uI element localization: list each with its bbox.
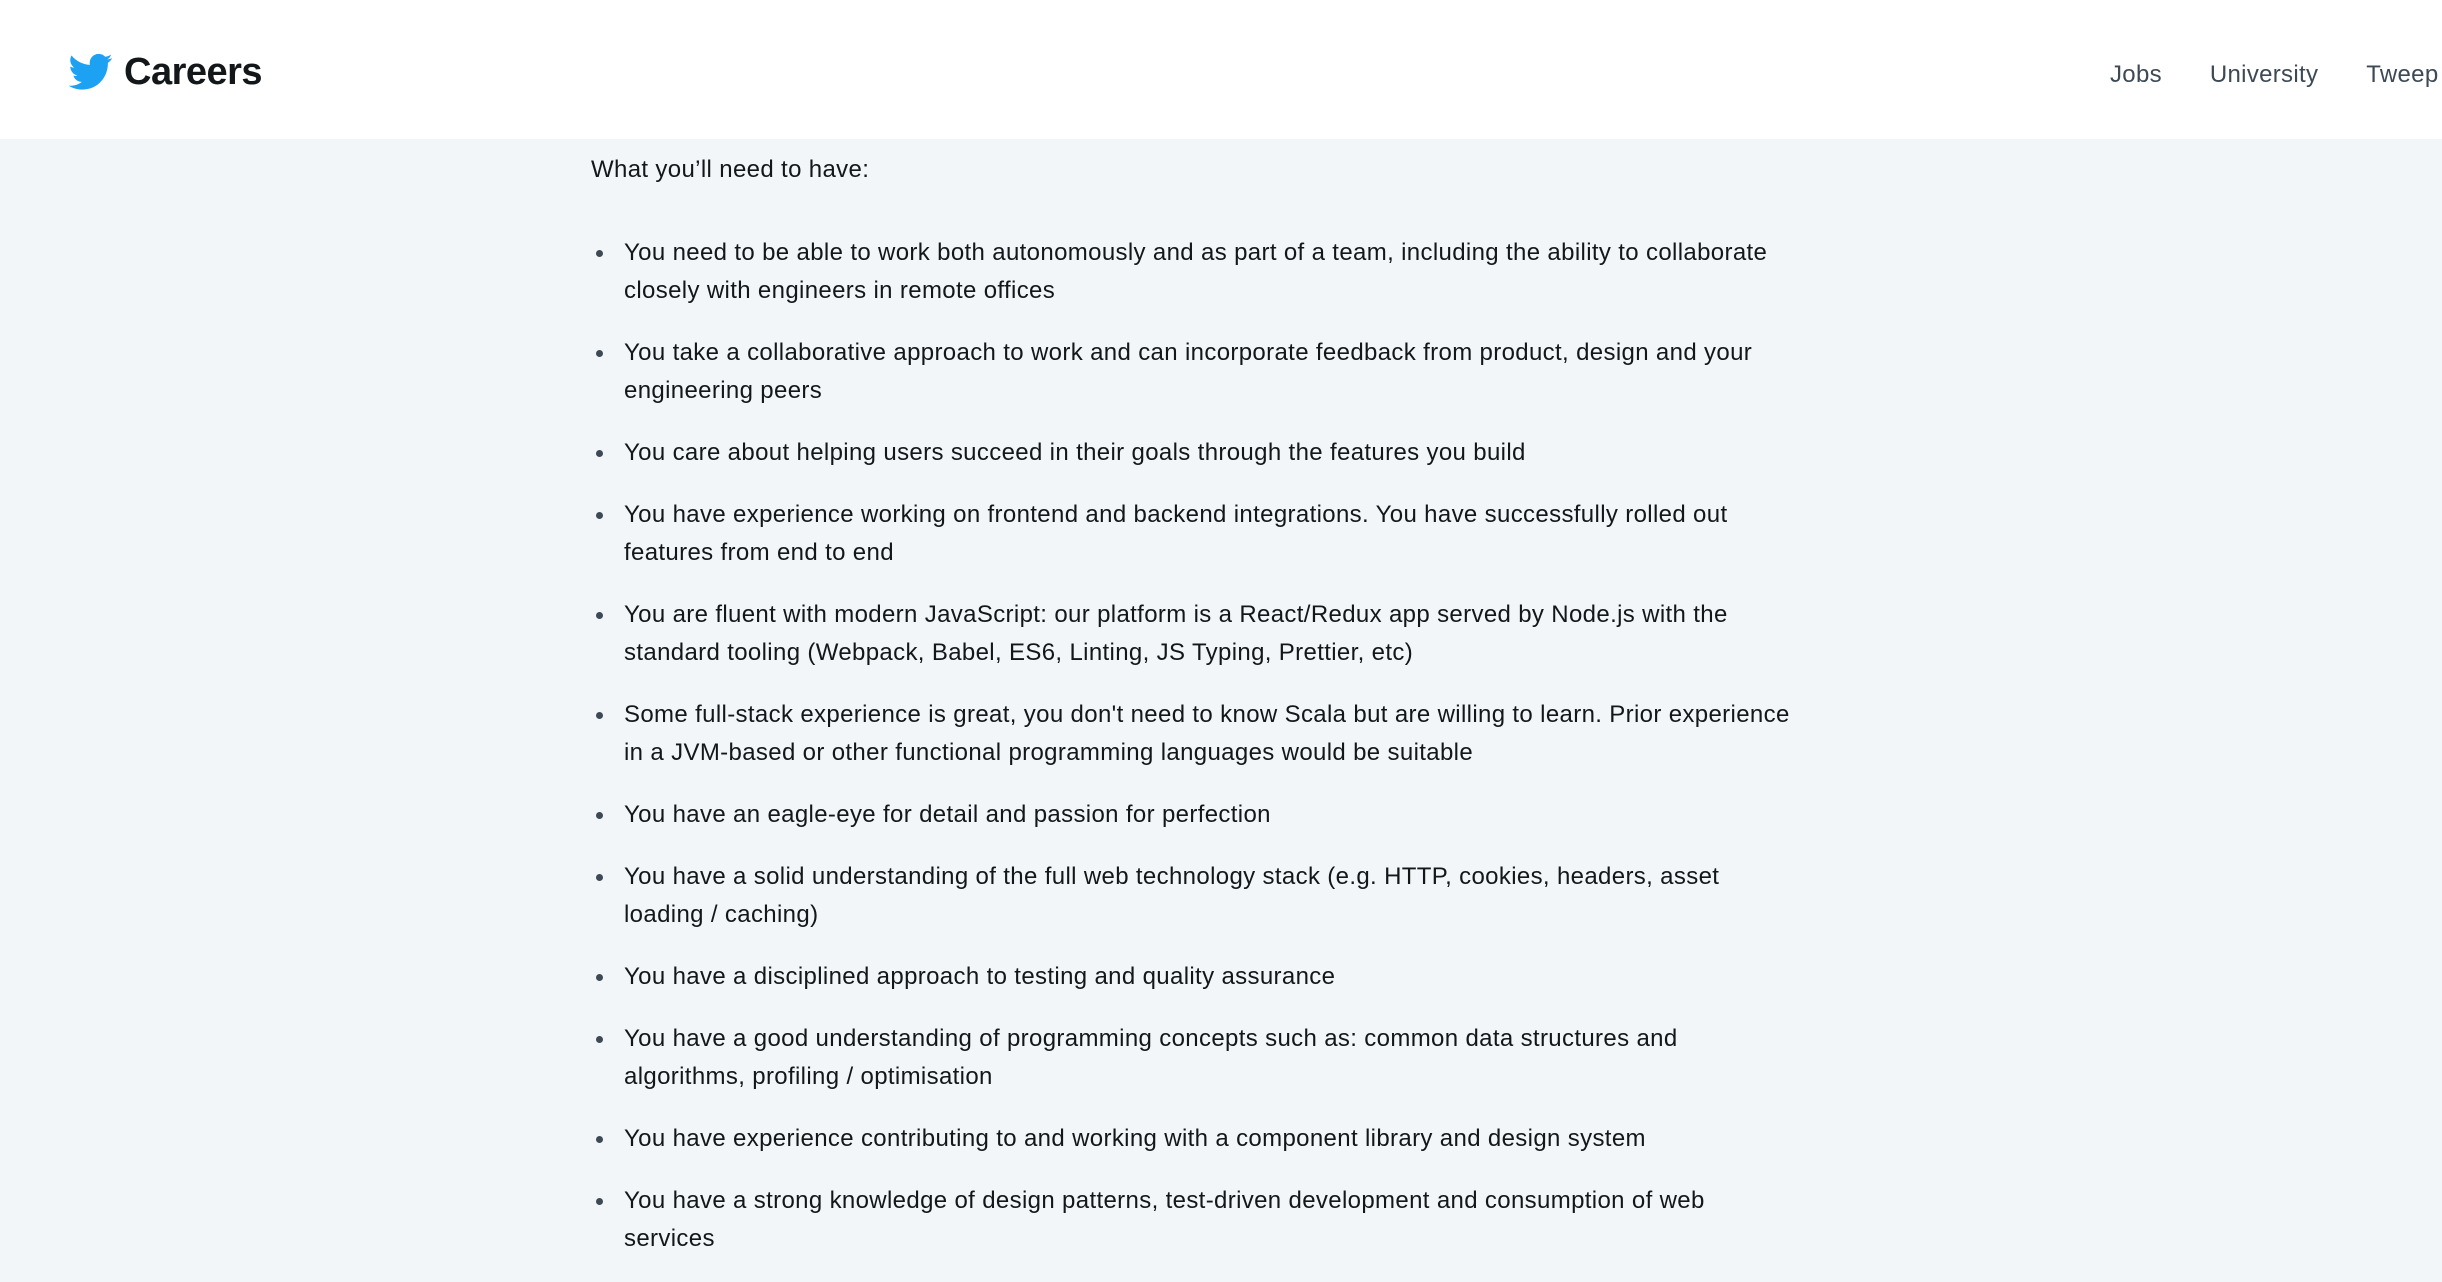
list-item-text: Some full-stack experience is great, you don't need to know Scala but are willing to learn. Prior experience in a JVM-based or other functional programming languages would be suitable [624,701,1790,766]
list-item-text: You have experience working on frontend and backend integrations. You have successfully rolled out features from end to end [624,501,1728,566]
list-item [591,1020,1791,1096]
brand-logo-link[interactable] [69,48,262,96]
bullet-icon [596,250,603,257]
list-item [591,234,1791,310]
list-item-text: You have a good understanding of programming concepts such as: common data structures and algorithms, profiling / optimisation [624,1025,1678,1090]
twitter-bird-icon [69,53,113,91]
job-description [591,152,1791,1282]
bullet-icon [596,512,603,519]
list-item [591,1182,1791,1258]
bullet-icon [596,974,603,981]
bullet-icon [596,1198,603,1205]
top-nav [2110,58,2442,92]
list-item-text: You have a solid understanding of the full web technology stack (e.g. HTTP, cookies, headers, asset loading / caching) [624,863,1720,928]
list-item [591,858,1791,934]
list-item [591,958,1791,996]
list-item [591,696,1791,772]
nav-link-tweep[interactable]: Tweep [2366,61,2439,88]
bullet-icon [596,350,603,357]
list-item-text: You have an eagle-eye for detail and passion for perfection [624,801,1271,828]
brand-title: Careers [124,51,263,93]
list-item [591,334,1791,410]
list-item [591,796,1791,834]
list-item-text: You need to be able to work both autonomously and as part of a team, including the ability to collaborate closely with engineers in remote offices [624,239,1768,304]
list-item-text: You are fluent with modern JavaScript: our platform is a React/Redux app served by Node.js with the standard tooling (Webpack, Babel, ES6, Linting, JS Typing, Prettier, etc) [624,601,1728,666]
bullet-icon [596,450,603,457]
list-item [591,596,1791,672]
list-item-text: You have a disciplined approach to testing and quality assurance [624,963,1336,990]
nav-link-jobs[interactable]: Jobs [2110,61,2162,88]
list-item-text: You take a collaborative approach to work and can incorporate feedback from product, design and your engineering peers [624,339,1753,404]
list-item-text: You have a strong knowledge of design patterns, test-driven development and consumption of web services [624,1187,1705,1252]
bullet-icon [596,874,603,881]
requirements-list [591,234,1791,1258]
list-item-text: You have experience contributing to and working with a component library and design system [624,1125,1646,1152]
list-item [591,434,1791,472]
list-item [591,496,1791,572]
bullet-icon [596,1136,603,1143]
nav-link-university[interactable]: University [2209,61,2319,88]
bullet-icon [596,612,603,619]
list-item-text: You care about helping users succeed in their goals through the features you build [624,439,1526,466]
site-header [0,0,2442,139]
bullet-icon [596,812,603,819]
bullet-icon [596,712,603,719]
section-heading: What you’ll need to have: [591,156,870,183]
bullet-icon [596,1036,603,1043]
list-item [591,1120,1791,1158]
